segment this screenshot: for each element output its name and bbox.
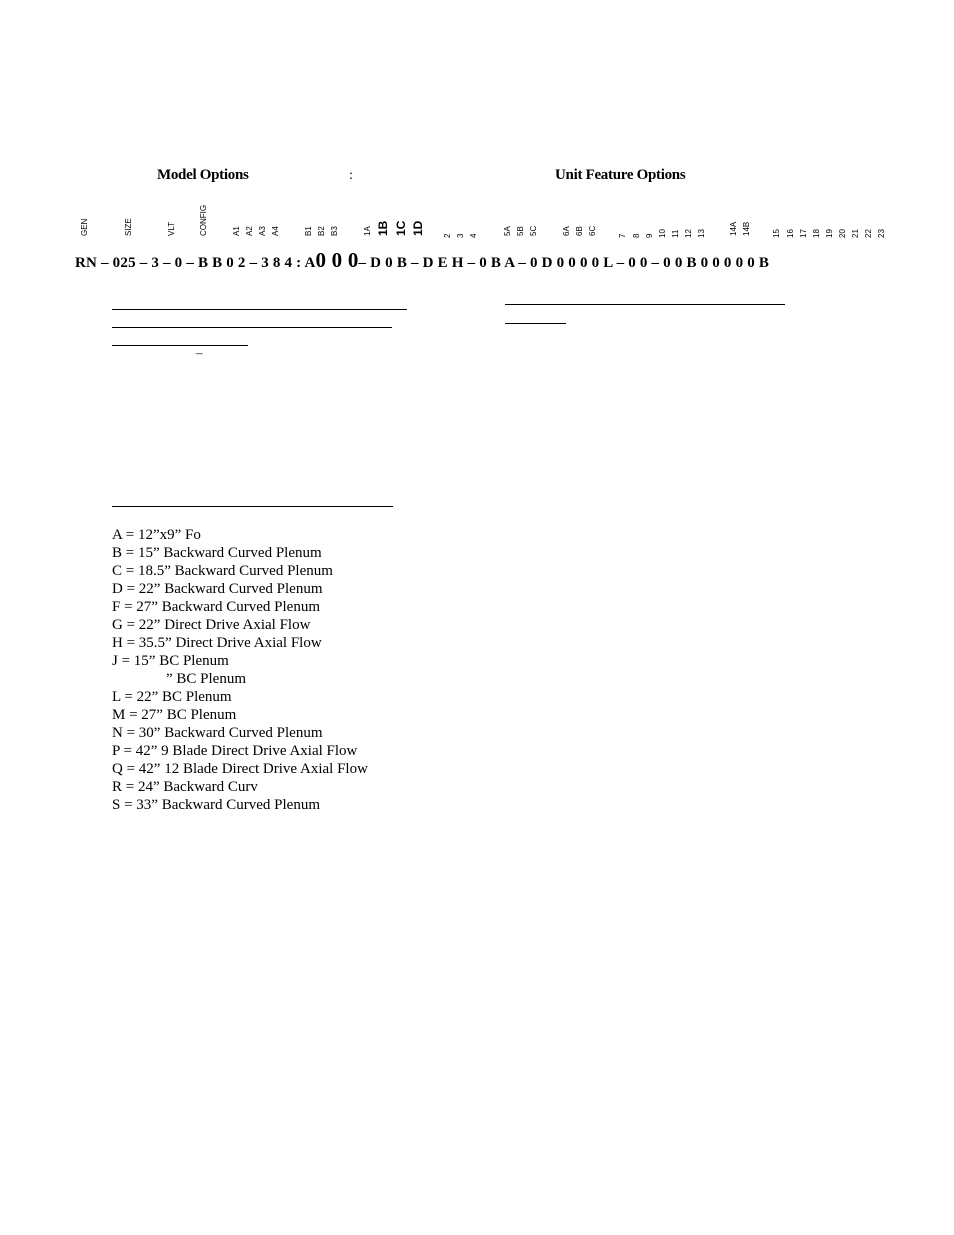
rule-2 [112, 327, 392, 328]
label-19: 19 [825, 229, 834, 238]
label-20: 20 [838, 229, 847, 238]
label-a1: A1 [232, 226, 241, 236]
list-item: H = 35.5” Direct Drive Axial Flow [112, 635, 322, 651]
option-list [112, 526, 368, 814]
label-4: 4 [469, 233, 478, 238]
label-22: 22 [864, 229, 873, 238]
rule-5 [505, 323, 566, 324]
dash-mark: – [196, 345, 203, 360]
label-a4: A4 [271, 226, 280, 236]
label-1a: 1A [363, 226, 372, 236]
label-21: 21 [851, 229, 860, 238]
label-a3: A3 [258, 226, 267, 236]
label-5a: 5A [503, 226, 512, 236]
list-item: N = 30” Backward Curved Plenum [112, 725, 323, 741]
list-item: A = 12”x9” Fo [112, 527, 201, 543]
label-7: 7 [618, 233, 627, 238]
label-size: SIZE [124, 218, 133, 236]
label-1c: 1C [394, 220, 408, 236]
model-number-part2: – D 0 B – D E H – 0 B A – 0 D 0 0 0 0 L – 0 0 – 0 0 B 0 0 0 0 0 B [358, 255, 770, 271]
label-5b: 5B [516, 226, 525, 236]
list-item: L = 22” BC Plenum [112, 689, 232, 705]
unit-feature-options-heading: Unit Feature Options [555, 167, 686, 183]
list-item: Q = 42” 12 Blade Direct Drive Axial Flow [112, 761, 368, 777]
model-number [75, 248, 769, 273]
label-8: 8 [632, 233, 641, 238]
list-item: ” BC Plenum [166, 671, 247, 687]
label-6b: 6B [575, 226, 584, 236]
label-15: 15 [772, 229, 781, 238]
label-b1: B1 [304, 226, 313, 236]
label-10: 10 [658, 229, 667, 238]
label-14b: 14B [742, 221, 751, 236]
list-item: G = 22” Direct Drive Axial Flow [112, 617, 311, 633]
list-item: J = 15” BC Plenum [112, 653, 229, 669]
rule-3 [112, 345, 248, 346]
label-vlt: VLT [167, 221, 176, 236]
label-12: 12 [684, 229, 693, 238]
label-18: 18 [812, 229, 821, 238]
label-config: CONFIG [199, 204, 208, 236]
label-16: 16 [786, 229, 795, 238]
model-options-heading: Model Options [157, 167, 249, 183]
label-5c: 5C [529, 225, 538, 236]
label-2: 2 [443, 233, 452, 238]
list-item: D = 22” Backward Curved Plenum [112, 581, 323, 597]
label-17: 17 [799, 229, 808, 238]
rule-4 [505, 304, 785, 305]
model-number-highlight: 0 0 0 [315, 248, 359, 272]
list-item: P = 42” 9 Blade Direct Drive Axial Flow [112, 743, 358, 759]
list-item: F = 27” Backward Curved Plenum [112, 599, 321, 615]
label-13: 13 [697, 229, 706, 238]
label-b3: B3 [330, 226, 339, 236]
label-6c: 6C [588, 225, 597, 236]
label-gen: GEN [80, 218, 89, 236]
list-item: R = 24” Backward Curv [112, 779, 258, 795]
label-a2: A2 [245, 226, 254, 236]
label-3: 3 [456, 233, 465, 238]
rule-6 [112, 506, 393, 507]
list-item: M = 27” BC Plenum [112, 707, 237, 723]
label-1b: 1B [376, 220, 390, 236]
label-6a: 6A [562, 226, 571, 236]
model-number-part1: RN – 025 – 3 – 0 – B B 0 2 – 3 8 4 : A [75, 255, 316, 271]
label-b2: B2 [317, 226, 326, 236]
label-1d: 1D [411, 220, 425, 236]
label-11: 11 [671, 229, 680, 238]
label-14a: 14A [729, 221, 738, 236]
list-item: S = 33” Backward Curved Plenum [112, 797, 321, 813]
label-9: 9 [645, 233, 654, 238]
list-item: B = 15” Backward Curved Plenum [112, 545, 322, 561]
label-23: 23 [877, 229, 886, 238]
rule-1 [112, 309, 407, 310]
list-item: C = 18.5” Backward Curved Plenum [112, 563, 333, 579]
header-colon: : [349, 168, 353, 183]
